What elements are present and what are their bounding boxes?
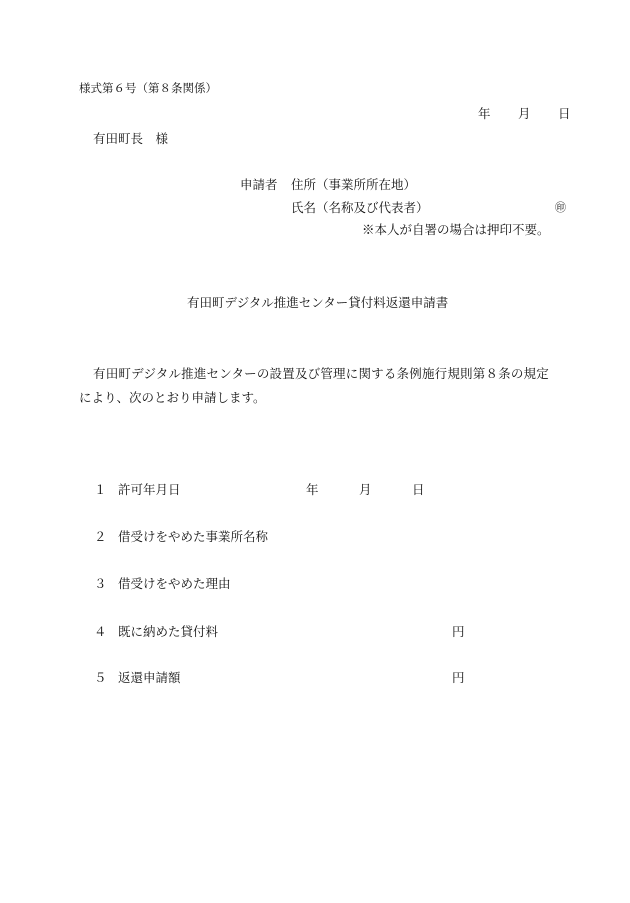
item-number: ５ — [94, 670, 107, 685]
item-label: 既に納めた貸付料 — [118, 624, 219, 639]
item-number: ３ — [94, 576, 107, 591]
seal-mark: ㊞ — [555, 201, 566, 214]
date-day: 日 — [558, 106, 571, 121]
permit-day: 日 — [412, 482, 425, 497]
body-text — [79, 362, 579, 410]
body-line-2: により、次のとおり申請します。 — [79, 390, 266, 405]
item-number: ２ — [94, 529, 107, 544]
item-label: 借受けをやめた理由 — [118, 576, 231, 591]
addressee: 有田町長 様 — [93, 131, 169, 146]
permit-year: 年 — [306, 482, 319, 497]
item-label: 返還申請額 — [118, 670, 181, 685]
date-month: 月 — [518, 106, 531, 121]
seal-note: ※本人が自署の場合は押印不要。 — [362, 222, 550, 237]
item-number: １ — [94, 482, 107, 497]
applicant-label: 申請者 — [240, 177, 278, 192]
item-number: ４ — [94, 624, 107, 639]
body-line-1: 有田町デジタル推進センターの設置及び管理に関する条例施行規則第８条の規定 — [93, 366, 549, 381]
address-label: 住所（事業所所在地） — [291, 177, 417, 192]
yen-unit: 円 — [452, 670, 465, 685]
item-label: 許可年月日 — [118, 482, 181, 497]
document-title: 有田町デジタル推進センター貸付料返還申請書 — [187, 295, 449, 310]
item-label: 借受けをやめた事業所名称 — [118, 529, 269, 544]
form-number: 様式第６号（第８条関係） — [79, 81, 217, 95]
name-label: 氏名（名称及び代表者） — [291, 200, 429, 215]
permit-month: 月 — [359, 482, 372, 497]
yen-unit: 円 — [452, 624, 465, 639]
date-year: 年 — [478, 106, 491, 121]
